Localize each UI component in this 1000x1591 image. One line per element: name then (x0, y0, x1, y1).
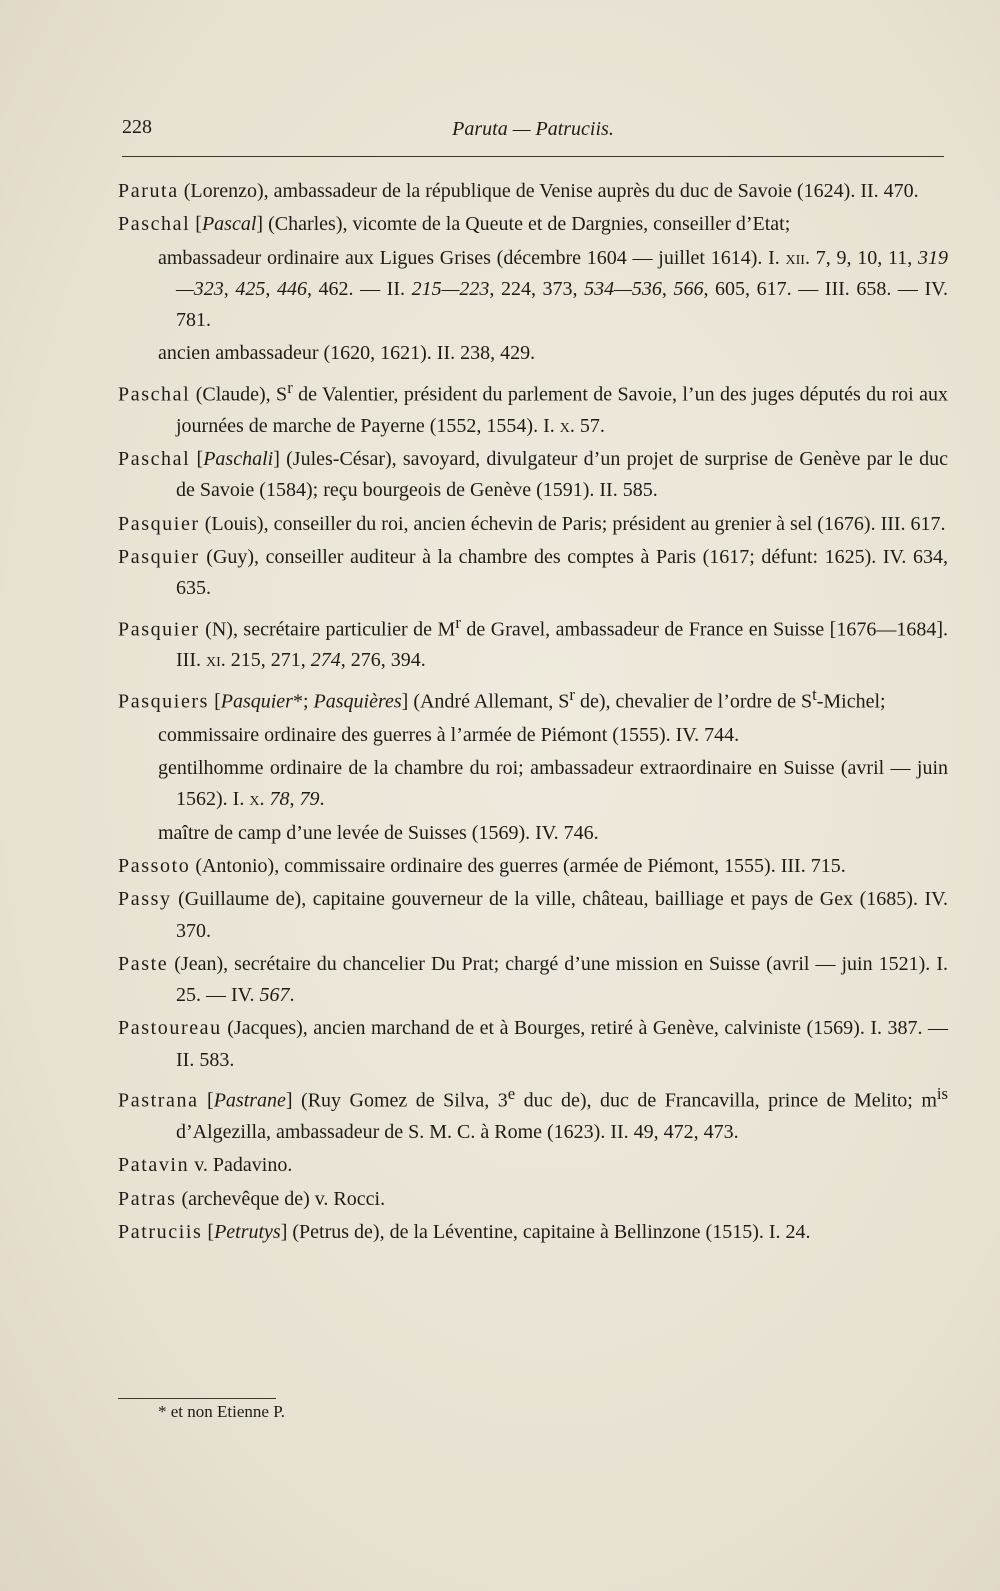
entry-text: (archevêque de) v. Rocci. (176, 1187, 386, 1210)
entry-text: Petrutys (214, 1220, 281, 1243)
entry-text: ] (Ruy Gomez de Silva, 3 (285, 1089, 508, 1112)
entry-text: Pastrane (213, 1089, 286, 1112)
index-entry (118, 1150, 948, 1181)
entry-text: r (287, 377, 293, 397)
entry-text: (Claude), S (190, 383, 288, 406)
index-entry (118, 444, 948, 507)
entry-text: 274 (310, 649, 341, 672)
entry-headword: Passy (118, 888, 172, 911)
entry-headword: Pasquiers (118, 690, 210, 713)
entry-text: Paschali (203, 448, 274, 471)
entry-text: , 462. — II. (306, 277, 412, 300)
entry-text: ] (Charles), vicomte de la Queute et de Dargnies, conseiller d’Etat; (256, 213, 791, 236)
entry-text: Pasquier (220, 690, 293, 713)
entry-text: de Valentier, président du parlement de Savoie, l’un des juges députés du roi aux journées de marche de Payerne (1552, 1554). I. (176, 383, 949, 437)
entry-headword: Pastrana (118, 1089, 199, 1112)
entry-text: xi (205, 649, 221, 672)
index-entry (118, 209, 948, 240)
entry-text: , (661, 277, 674, 300)
entry-headword: Paschal (118, 213, 191, 236)
entry-text: Pascal (201, 213, 257, 236)
entry-text: , 276, 394. (340, 649, 426, 672)
entry-text: ] (Petrus de), de la Léventine, capitaine à Bellinzone (1515). I. 24. (280, 1220, 811, 1243)
entry-headword: Patras (118, 1187, 177, 1210)
entry-text: . 57. (569, 414, 605, 437)
entry-text: *; (292, 690, 314, 713)
entry-text: de Gravel, ambassadeur de France en Suisse [1676—1684]. III. (176, 618, 948, 672)
entry-text: is (936, 1083, 948, 1103)
index-entry (118, 884, 948, 947)
index-entry (118, 679, 948, 718)
entry-text: , (223, 277, 236, 300)
entry-headword: Paruta (118, 180, 179, 202)
entry-headword: Paschal (118, 448, 191, 471)
index-entry (118, 1013, 948, 1076)
index-subentry (118, 753, 948, 816)
entry-text: de), chevalier de l’ordre de S (574, 690, 813, 713)
index-entry (118, 607, 948, 677)
entry-text: ambassadeur ordinaire aux Ligues Grises (décembre 1604 — juillet 1614). I. (158, 246, 786, 269)
index-entry (118, 949, 948, 1012)
entry-text: commissaire ordinaire des guerres à l’armée de Piémont (1555). IV. 744. (158, 723, 740, 746)
entry-text: (Jacques), ancien marchand de et à Bourges, retiré à Genève, calviniste (1569). I. 387. — II. 583. (176, 1017, 948, 1071)
entry-text: , 605, 617. — III. 658. — IV. 781. (176, 277, 949, 332)
page-header (122, 116, 944, 157)
entry-headword: Paste (118, 952, 169, 975)
running-head: Paruta — Patruciis. (452, 118, 614, 140)
entry-text: . 215, 271, (220, 649, 311, 672)
entry-text: . 7, 9, 10, 11, (804, 246, 918, 269)
entry-text: 534—536 (584, 277, 662, 300)
entry-text: r (455, 612, 461, 632)
entry-text: 425 (235, 277, 266, 300)
index-subentry (118, 338, 948, 369)
index-entry (118, 851, 948, 882)
entry-text: 566 (673, 277, 704, 300)
index-entry (118, 372, 948, 442)
entry-text: 567 (259, 984, 290, 1007)
entry-headword: Paschal (118, 383, 191, 406)
entry-headword: Patavin (118, 1154, 190, 1177)
entry-headword: Pastoureau (118, 1017, 222, 1040)
entry-headword: Patruciis (118, 1220, 203, 1243)
entry-text: (Louis), conseiller du roi, ancien échevin de Paris; président au grenier à sel (1676). III. 617. (199, 512, 946, 535)
index-entry (118, 509, 948, 540)
entry-text: 78 (269, 788, 290, 811)
entry-text: 446 (276, 277, 307, 300)
entry-headword: Passoto (118, 854, 191, 877)
entry-text: , (289, 788, 300, 811)
entry-text: gentilhomme ordinaire de la chambre du roi; ambassadeur extraordinaire en Suisse (avril — juin 1562). I. (158, 757, 948, 811)
entry-text: ] (André Allemant, S (401, 690, 570, 713)
index-subentry (118, 720, 948, 751)
index-subentry (118, 818, 948, 849)
entry-text: e (507, 1083, 516, 1103)
entry-text: , 224, 373, (489, 277, 585, 300)
entry-text: x (249, 788, 260, 811)
entry-text: (Guillaume de), capitaine gouverneur de la ville, château, bailliage et pays de Gex (1685). IV. 370. (171, 888, 948, 942)
index-entry (118, 542, 948, 605)
entry-text: (Guy), conseiller auditeur à la chambre des comptes à Paris (1617; défunt: 1625). IV. 634, 635. (176, 545, 948, 600)
entry-text: v. Padavino. (189, 1154, 293, 1177)
entry-text: . (289, 984, 295, 1007)
entry-text: Pasquières (313, 690, 402, 713)
index-entry (118, 176, 948, 207)
entry-text: [ (190, 213, 202, 236)
entry-headword: Pasquier (118, 618, 200, 641)
entry-text: , (265, 277, 277, 300)
entry-text: [ (190, 448, 204, 471)
entry-text: . (319, 788, 325, 811)
entry-text: . (259, 788, 270, 811)
index-entries (118, 176, 948, 1250)
entry-text: ] (Jules-César), savoyard, divulgateur d’un projet de surprise de Genève par le duc de Savoie (1584); reçu bourgeois de Genève (1591). II. 585. (176, 448, 948, 502)
footnote-rule (118, 1398, 276, 1399)
index-entry (118, 1078, 948, 1148)
entry-text: 319—323 (176, 246, 948, 300)
page-number: 228 (122, 116, 152, 138)
entry-text: x (559, 414, 570, 437)
entry-text: xii (785, 246, 805, 269)
entry-text: [ (209, 690, 221, 713)
entry-text: 215—223 (411, 277, 490, 300)
entry-text: maître de camp d’une levée de Suisses (1569). IV. 746. (158, 821, 599, 844)
index-subentry (118, 243, 948, 337)
entry-text: 79 (299, 788, 320, 811)
entry-text: [ (198, 1089, 214, 1112)
entry-text: (Antonio), commissaire ordinaire des guerres (armée de Piémont, 1555). III. 715. (190, 854, 846, 877)
entry-text: (Jean), secrétaire du chancelier Du Prat; chargé d’une mission en Suisse (avril — juin 1521). I. 25. — IV. (168, 952, 948, 1007)
entry-text: -Michel; (816, 690, 886, 713)
entry-headword: Pasquier (118, 512, 200, 535)
entry-text: t (812, 684, 817, 704)
entry-text: duc de), duc de Francavilla, prince de Melito; m (515, 1089, 937, 1112)
entry-headword: Pasquier (118, 545, 200, 568)
footnote: * et non Etienne P. (158, 1402, 286, 1421)
entry-text: ancien ambassadeur (1620, 1621). II. 238, 429. (158, 342, 536, 365)
entry-text: (N), secrétaire particulier de M (199, 618, 456, 641)
entry-text: (Lorenzo), ambassadeur de la république de Venise auprès du duc de Savoie (1624). II. 470. (178, 180, 919, 202)
index-entry (118, 1184, 948, 1215)
entry-text: [ (202, 1220, 215, 1243)
entry-text: d’Algezilla, ambassadeur de S. M. C. à Rome (1623). II. 49, 472, 473. (176, 1120, 739, 1143)
index-entry (118, 1217, 948, 1248)
entry-text: r (569, 684, 575, 704)
